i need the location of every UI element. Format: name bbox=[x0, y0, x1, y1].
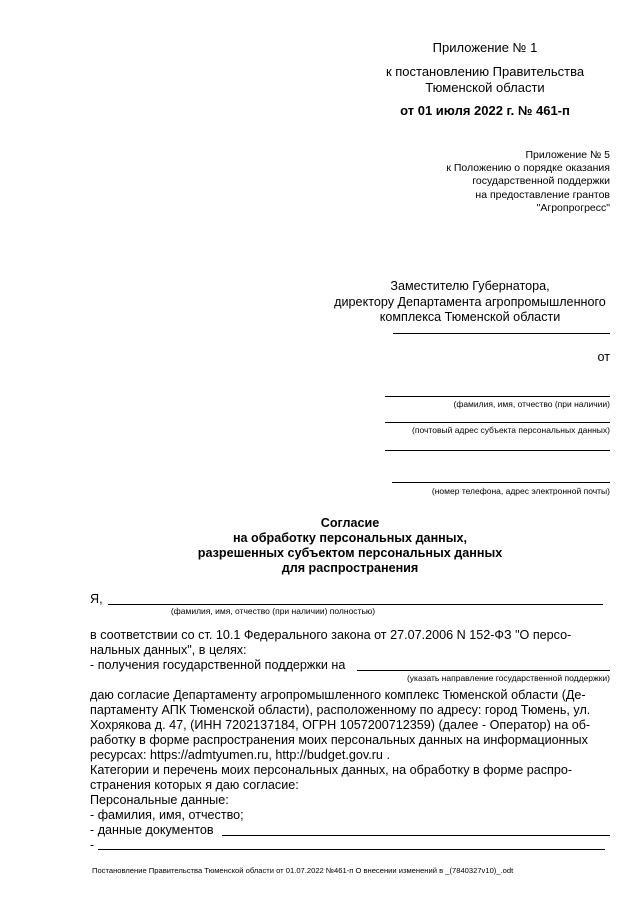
annex5-line3: государственной поддержки bbox=[472, 175, 610, 188]
hint-fullname: (фамилия, имя, отчество (при наличии) полностью) bbox=[170, 606, 376, 616]
purpose-line3: - получения государственной поддержки на bbox=[90, 658, 346, 672]
categories-line2: странения которых я даю согласие: bbox=[90, 778, 299, 792]
title-line1: Согласие bbox=[320, 516, 380, 530]
addressee-fill-line bbox=[393, 333, 610, 334]
consent-title bbox=[90, 516, 610, 576]
annex-line-region: Тюменской области bbox=[425, 80, 545, 95]
addressee-line1: Заместителю Губернатора, bbox=[390, 279, 550, 293]
addressee-line3: комплекса Тюменской области bbox=[379, 310, 561, 324]
hint-applicant-name: (фамилия, имя, отчество (при наличии) bbox=[453, 399, 610, 409]
footer-doc-ref: Постановление Правительства Тюменской области от 01.07.2022 №461-п О внесении изменений в _(7840327v10)_.odt bbox=[92, 866, 514, 875]
annex5-line4: на предоставление грантов bbox=[475, 188, 610, 201]
hint-support-direction: (указать направление государственной поддержки) bbox=[406, 673, 610, 683]
annex5-block bbox=[380, 149, 610, 215]
operator-para bbox=[90, 688, 610, 763]
hint-applicant-address: (почтовый адрес субъекта персональных данных) bbox=[412, 425, 610, 435]
pd-fio: - фамилия, имя, отчество; bbox=[90, 808, 244, 822]
purpose-line2: нальных данных", в целях: bbox=[90, 643, 247, 657]
annex5-line5: "Агропрогресс" bbox=[536, 201, 610, 214]
hint-applicant-contacts: (номер телефона, адрес электронной почты) bbox=[431, 486, 610, 496]
pd-extra-line bbox=[98, 849, 605, 850]
addressee-line2: директору Департамента агропромышленного bbox=[334, 294, 606, 309]
categories-line1: Категории и перечень моих персональных данных, на обработку в форме распро- bbox=[90, 763, 573, 777]
i-label: Я, bbox=[90, 592, 103, 606]
applicant-name-line bbox=[385, 396, 610, 397]
addressee-block bbox=[320, 279, 620, 326]
applicant-extra-line bbox=[385, 450, 610, 451]
support-direction-line bbox=[357, 670, 610, 671]
annex-decree-date: от 01 июля 2022 г. № 461-п bbox=[400, 103, 570, 118]
title-line2: на обработку персональных данных, bbox=[232, 531, 468, 545]
from-label: от bbox=[597, 350, 610, 364]
annex5-line1: Приложение № 5 bbox=[525, 149, 610, 161]
pd-label: Персональные данные: bbox=[90, 793, 229, 807]
operator-line5: ресурсах: https://admtyumen.ru, http://budget.gov.ru . bbox=[90, 748, 390, 762]
pd-dash: - bbox=[90, 838, 95, 852]
annex-line-decree: к постановлению Правительства bbox=[385, 64, 585, 79]
annex-title: Приложение № 1 bbox=[432, 40, 538, 55]
title-line3: разрешенных субъектом персональных данных bbox=[197, 546, 503, 560]
operator-line4: работку в форме распространения моих персональных данных на информационных bbox=[90, 733, 588, 747]
pd-docs-line bbox=[222, 835, 610, 836]
fullname-line bbox=[108, 604, 603, 605]
pd-docs-label: - данные документов bbox=[90, 823, 214, 837]
applicant-address-line bbox=[385, 422, 610, 423]
operator-line2: партаменту АПК Тюменской области), расположенному по адресу: город Тюмень, ул. bbox=[90, 703, 591, 717]
applicant-contacts-line bbox=[392, 482, 610, 483]
operator-line3: Хохрякова д. 47, (ИНН 7202137184, ОГРН 1057200712359) (далее - Оператор) на об- bbox=[90, 718, 591, 732]
operator-line1: даю согласие Департаменту агропромышленного комплекс Тюменской области (Де- bbox=[90, 688, 586, 702]
annex5-line2: к Положению о порядке оказания bbox=[446, 162, 610, 175]
categories-para bbox=[90, 763, 610, 823]
title-line4: для распространения bbox=[281, 561, 419, 575]
purpose-line1: в соответствии со ст. 10.1 Федерального закона от 27.07.2006 N 152-ФЗ "О персо- bbox=[90, 628, 572, 642]
